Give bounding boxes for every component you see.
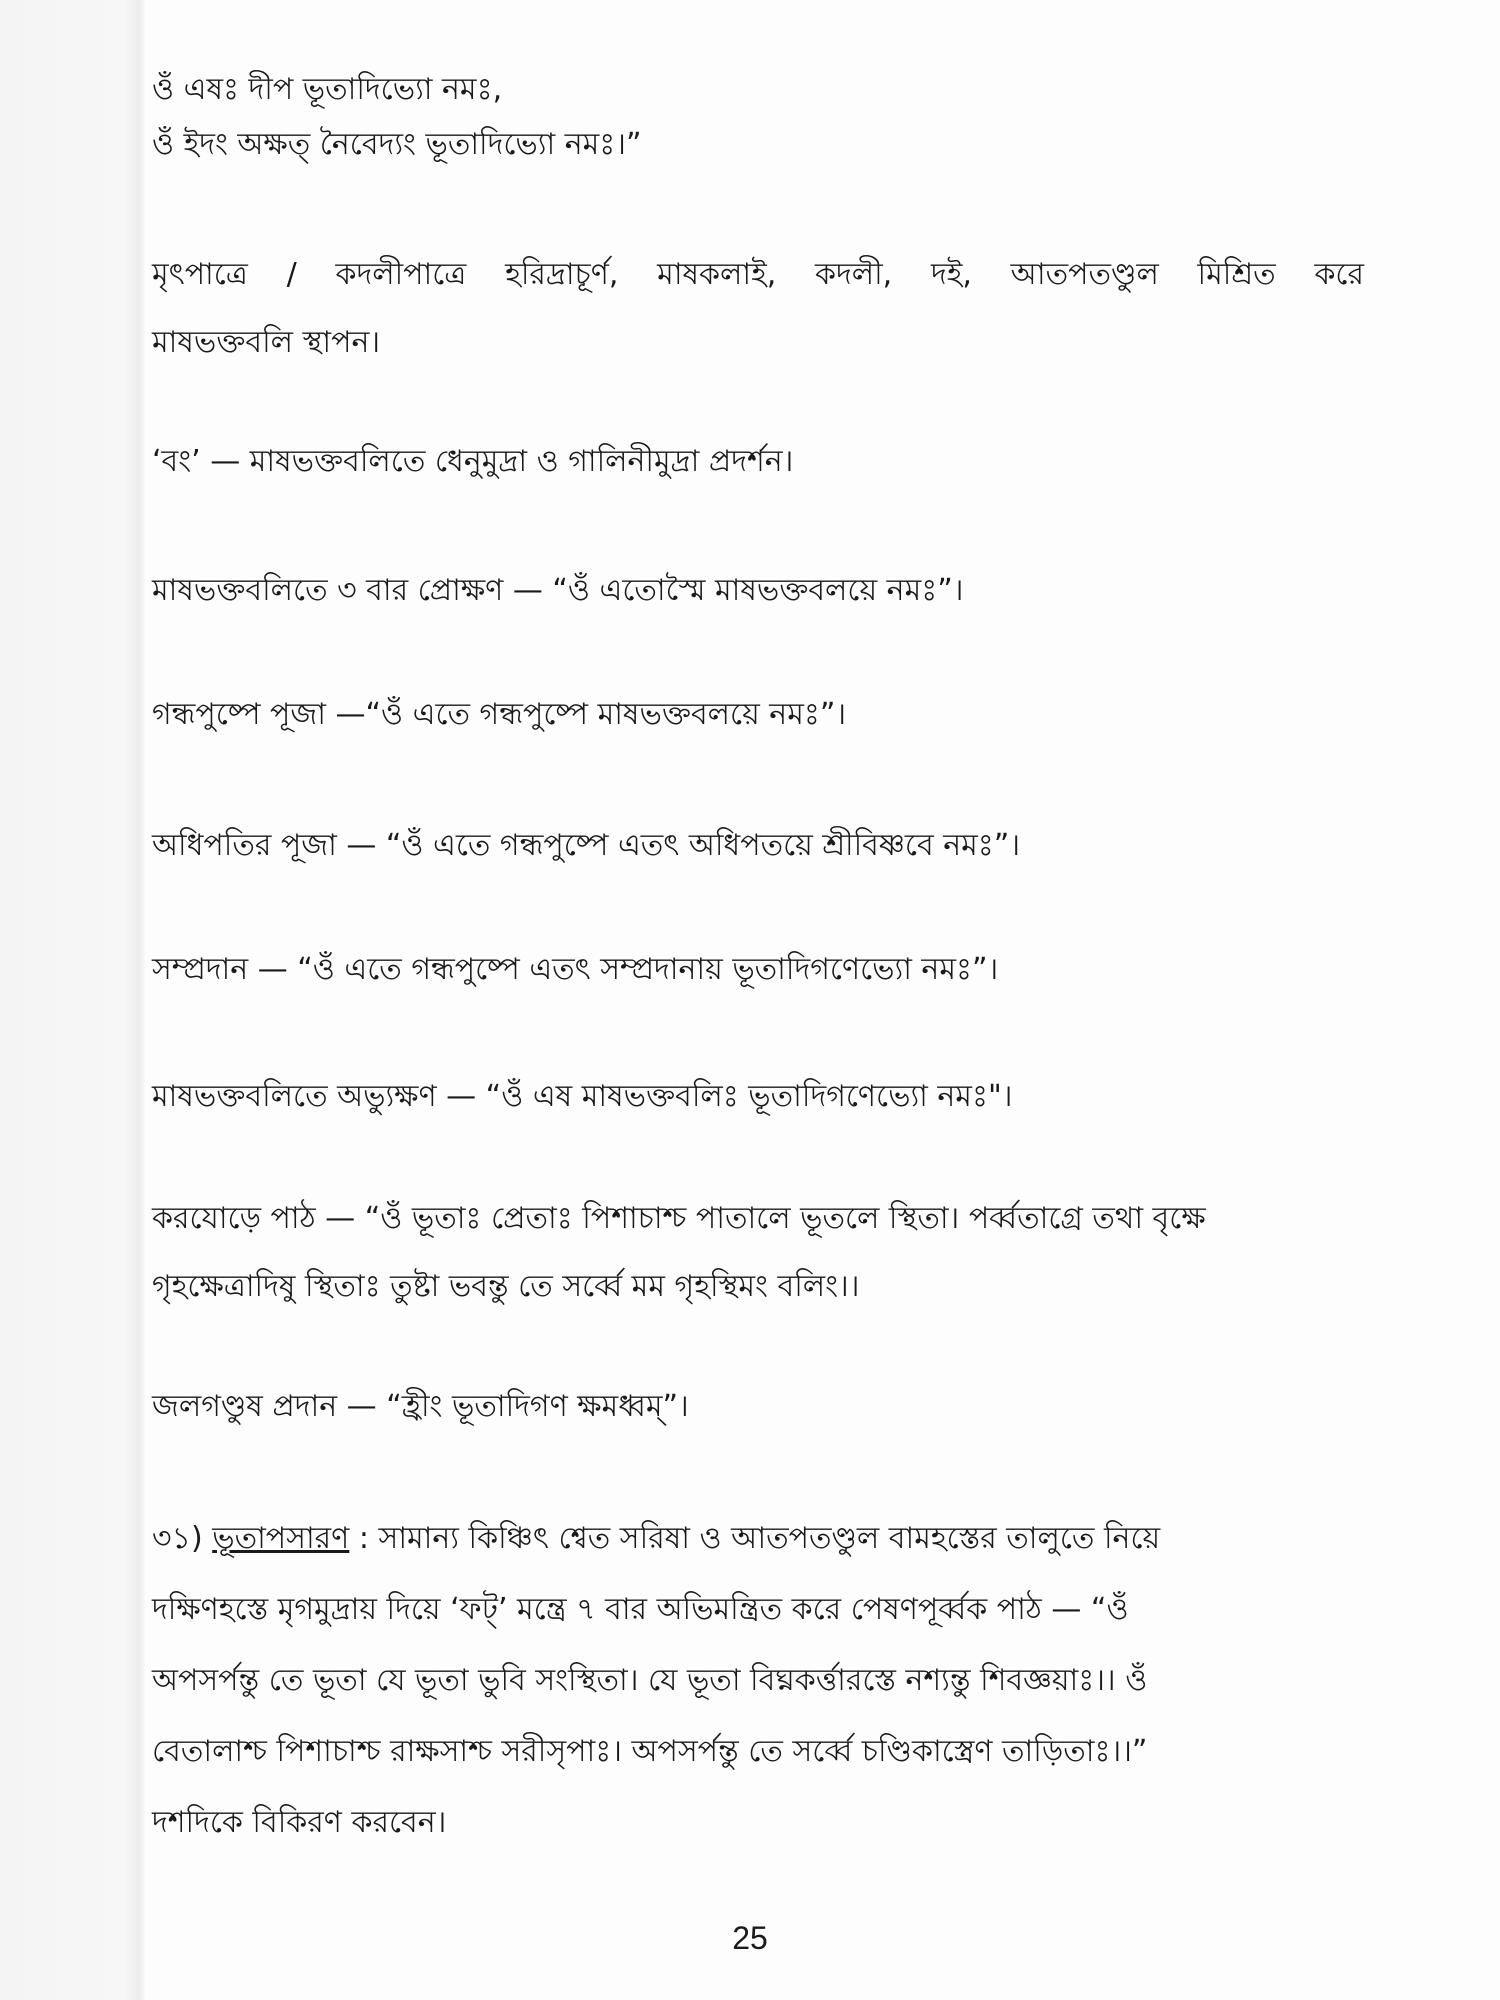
- instruction-line: ‘বং’ — মাষভক্তবলিতে ধেনুমুদ্রা ও গালিনীমুদ্রা প্রদর্শন।: [152, 444, 794, 479]
- section-text: : সামান্য কিঞ্চিৎ শ্বেত সরিষা ও আতপতণ্ডুল বামহস্তের তালুতে নিয়ে: [349, 1521, 1161, 1556]
- instruction-line: জলগণ্ডুষ প্রদান — “হ্রীং ভূতাদিগণ ক্ষমধ্বম্”।: [152, 1389, 689, 1424]
- paragraph-line: মাষভক্তবলি স্থাপন।: [152, 325, 381, 360]
- section-number: ৩১): [152, 1521, 203, 1556]
- instruction-line: সম্প্রদান — “ওঁ এতে গন্ধপুষ্পে এতৎ সম্প্রদানায় ভূতাদিগণেভ্যো নমঃ”।: [152, 952, 999, 987]
- section-heading: ভূতাপসারণ: [212, 1521, 350, 1556]
- paragraph-line: গৃহক্ষেত্রাদিষু স্থিতাঃ তুষ্টা ভবন্তু তে সর্ব্বে মম গৃহস্থিমং বলিং।।: [152, 1269, 860, 1304]
- section-line: দক্ষিণহস্তে মৃগমুদ্রায় দিয়ে ‘ফট্’ মন্ত্রে ৭ বার অভিমন্ত্রিত করে পেষণপূর্ব্বক পাঠ — “ওঁ: [152, 1592, 1129, 1627]
- instruction-line: গন্ধপুষ্পে পূজা —“ওঁ এতে গন্ধপুষ্পে মাষভক্তবলয়ে নমঃ”।: [152, 697, 847, 732]
- section-line: অপসর্পন্তু তে ভূতা যে ভূতা ভুবি সংস্থিতা। যে ভূতা বিঘ্নকর্ত্তারস্তে নশ্যন্তু শিবজ্ঞয়াঃ।। ওঁ: [152, 1663, 1148, 1698]
- page-number: 25: [732, 1920, 768, 1956]
- mantra-line: ওঁ ইদং অক্ষত্ নৈবেদ্যং ভূতাদিভ্যো নমঃ।”: [152, 127, 642, 162]
- instruction-line: অধিপতির পূজা — “ওঁ এতে গন্ধপুষ্পে এতৎ অধিপতয়ে শ্রীবিষ্ণবে নমঃ”।: [152, 828, 1021, 863]
- section-line: বেতালাশ্চ পিশাচাশ্চ রাক্ষসাশ্চ সরীসৃপাঃ। অপসর্পন্তু তে সর্ব্বে চণ্ডিকাস্ত্রেণ তাড়িতাঃ।।”: [152, 1734, 1148, 1769]
- mantra-line: ওঁ এষঃ দীপ ভূতাদিভ্যো নমঃ,: [152, 72, 503, 107]
- page-edge-shadow: [0, 0, 145, 2000]
- instruction-line: মাষভক্তবলিতে অভ্যুক্ষণ — “ওঁ এষ মাষভক্তবলিঃ ভূতাদিগণেভ্যো নমঃ"।: [152, 1079, 1013, 1114]
- paragraph-line: মৃৎপাত্রে / কদলীপাত্রে হরিদ্রাচূর্ণ, মাষকলাই, কদলী, দই, আতপতণ্ডুল মিশ্রিত করে: [152, 257, 1364, 292]
- paragraph-line: করযোড়ে পাঠ — “ওঁ ভূতাঃ প্রেতাঃ পিশাচাশ্চ পাতালে ভূতলে স্থিতা। পর্ব্বতাগ্রে তথা বৃক্ষে: [152, 1201, 1206, 1236]
- instruction-line: মাষভক্তবলিতে ৩ বার প্রোক্ষণ — “ওঁ এতোস্মৈ মাষভক্তবলয়ে নমঃ”।: [152, 573, 964, 608]
- section-line: দশদিকে বিকিরণ করবেন।: [152, 1805, 447, 1840]
- section-first-line: [152, 1519, 1160, 1559]
